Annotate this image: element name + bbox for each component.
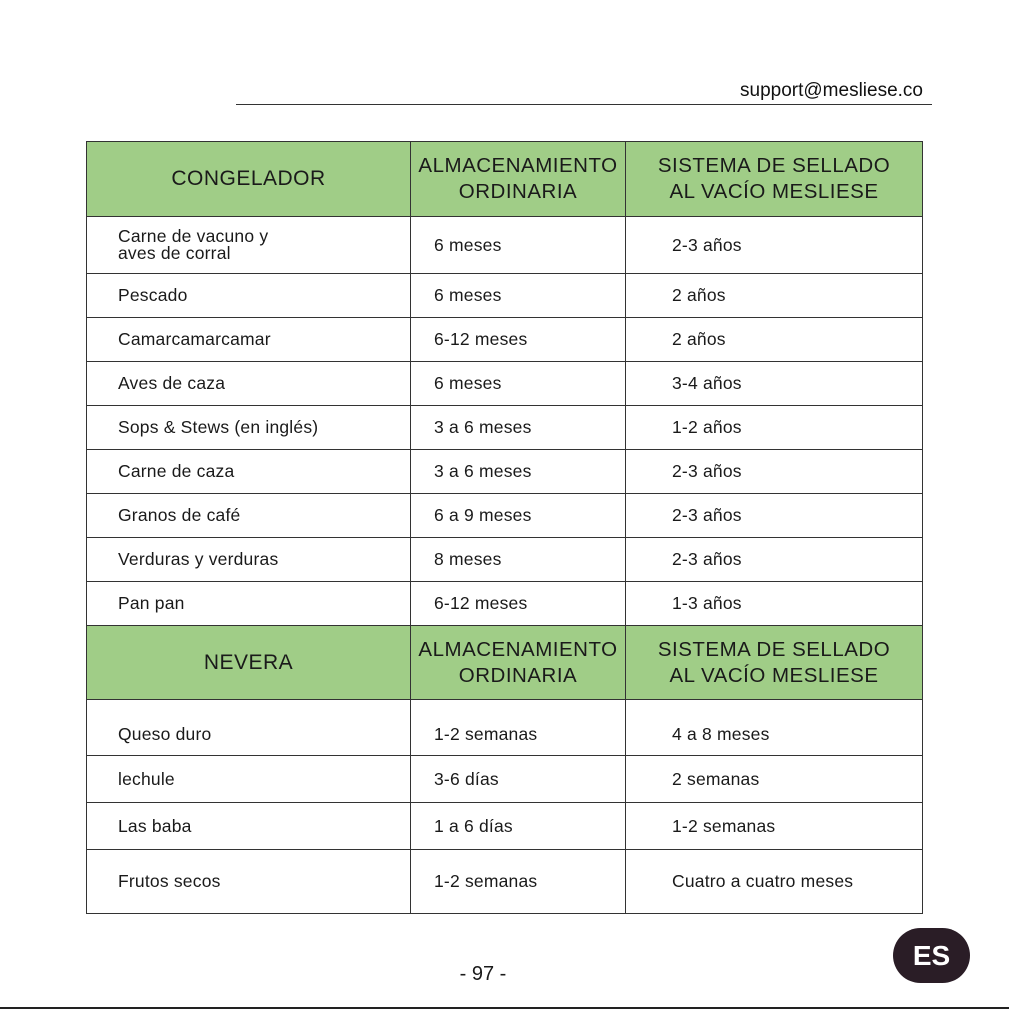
vacuum-time: 3-4 años [626, 362, 923, 406]
food-item: Carne de vacuno y aves de corral [87, 217, 411, 274]
food-item: Aves de caza [87, 362, 411, 406]
ordinary-time: 1-2 semanas [411, 700, 626, 756]
vacuum-time: 1-2 años [626, 406, 923, 450]
ordinary-storage-heading: ALMACENAMIENTO ORDINARIA [411, 626, 626, 700]
vacuum-system-heading: SISTEMA DE SELLADO AL VACÍO MESLIESE [626, 626, 923, 700]
ordinary-time: 3 a 6 meses [411, 406, 626, 450]
ordinary-time: 3 a 6 meses [411, 450, 626, 494]
food-item: Verduras y verduras [87, 538, 411, 582]
table-row [87, 756, 923, 803]
storage-times-table [86, 141, 923, 914]
ordinary-time: 6-12 meses [411, 582, 626, 626]
ordinary-time: 6 meses [411, 274, 626, 318]
ordinary-time: 1-2 semanas [411, 850, 626, 914]
table-row [87, 538, 923, 582]
table-row [87, 850, 923, 914]
food-item: Sops & Stews (en inglés) [87, 406, 411, 450]
table-row [87, 700, 923, 756]
table-row [87, 274, 923, 318]
food-item: Pan pan [87, 582, 411, 626]
ordinary-storage-heading: ALMACENAMIENTO ORDINARIA [411, 142, 626, 217]
vacuum-time: 1-2 semanas [626, 803, 923, 850]
page-number: - 97 - [459, 963, 507, 985]
ordinary-time: 8 meses [411, 538, 626, 582]
table-row [87, 450, 923, 494]
vacuum-time: 1-3 años [626, 582, 923, 626]
food-item: Pescado [87, 274, 411, 318]
vacuum-time: 2-3 años [626, 217, 923, 274]
vacuum-system-heading: SISTEMA DE SELLADO AL VACÍO MESLIESE [626, 142, 923, 217]
ordinary-time: 6 meses [411, 362, 626, 406]
food-item: Frutos secos [87, 850, 411, 914]
food-item: lechule [87, 756, 411, 803]
fridge-header-row [87, 626, 923, 700]
ordinary-time: 6-12 meses [411, 318, 626, 362]
header-divider [236, 104, 932, 105]
vacuum-time: 2-3 años [626, 494, 923, 538]
table-row [87, 406, 923, 450]
food-item: Carne de caza [87, 450, 411, 494]
table-row [87, 494, 923, 538]
freezer-title: CONGELADOR [87, 142, 411, 217]
food-item: Queso duro [87, 700, 411, 756]
language-badge: ES [893, 928, 970, 983]
ordinary-time: 6 a 9 meses [411, 494, 626, 538]
vacuum-time: 2 años [626, 318, 923, 362]
ordinary-time: 3-6 días [411, 756, 626, 803]
table-row [87, 318, 923, 362]
vacuum-time: 2 años [626, 274, 923, 318]
support-email: support@mesliese.co [740, 80, 923, 101]
vacuum-time: 2 semanas [626, 756, 923, 803]
freezer-header-row [87, 142, 923, 217]
table-row [87, 362, 923, 406]
table-row [87, 582, 923, 626]
vacuum-time: 2-3 años [626, 450, 923, 494]
vacuum-time: 4 a 8 meses [626, 700, 923, 756]
table-row [87, 803, 923, 850]
vacuum-time: Cuatro a cuatro meses [626, 850, 923, 914]
food-item: Las baba [87, 803, 411, 850]
ordinary-time: 6 meses [411, 217, 626, 274]
ordinary-time: 1 a 6 días [411, 803, 626, 850]
fridge-title: NEVERA [87, 626, 411, 700]
food-item: Camarcamarcamar [87, 318, 411, 362]
vacuum-time: 2-3 años [626, 538, 923, 582]
table-row [87, 217, 923, 274]
food-item: Granos de café [87, 494, 411, 538]
